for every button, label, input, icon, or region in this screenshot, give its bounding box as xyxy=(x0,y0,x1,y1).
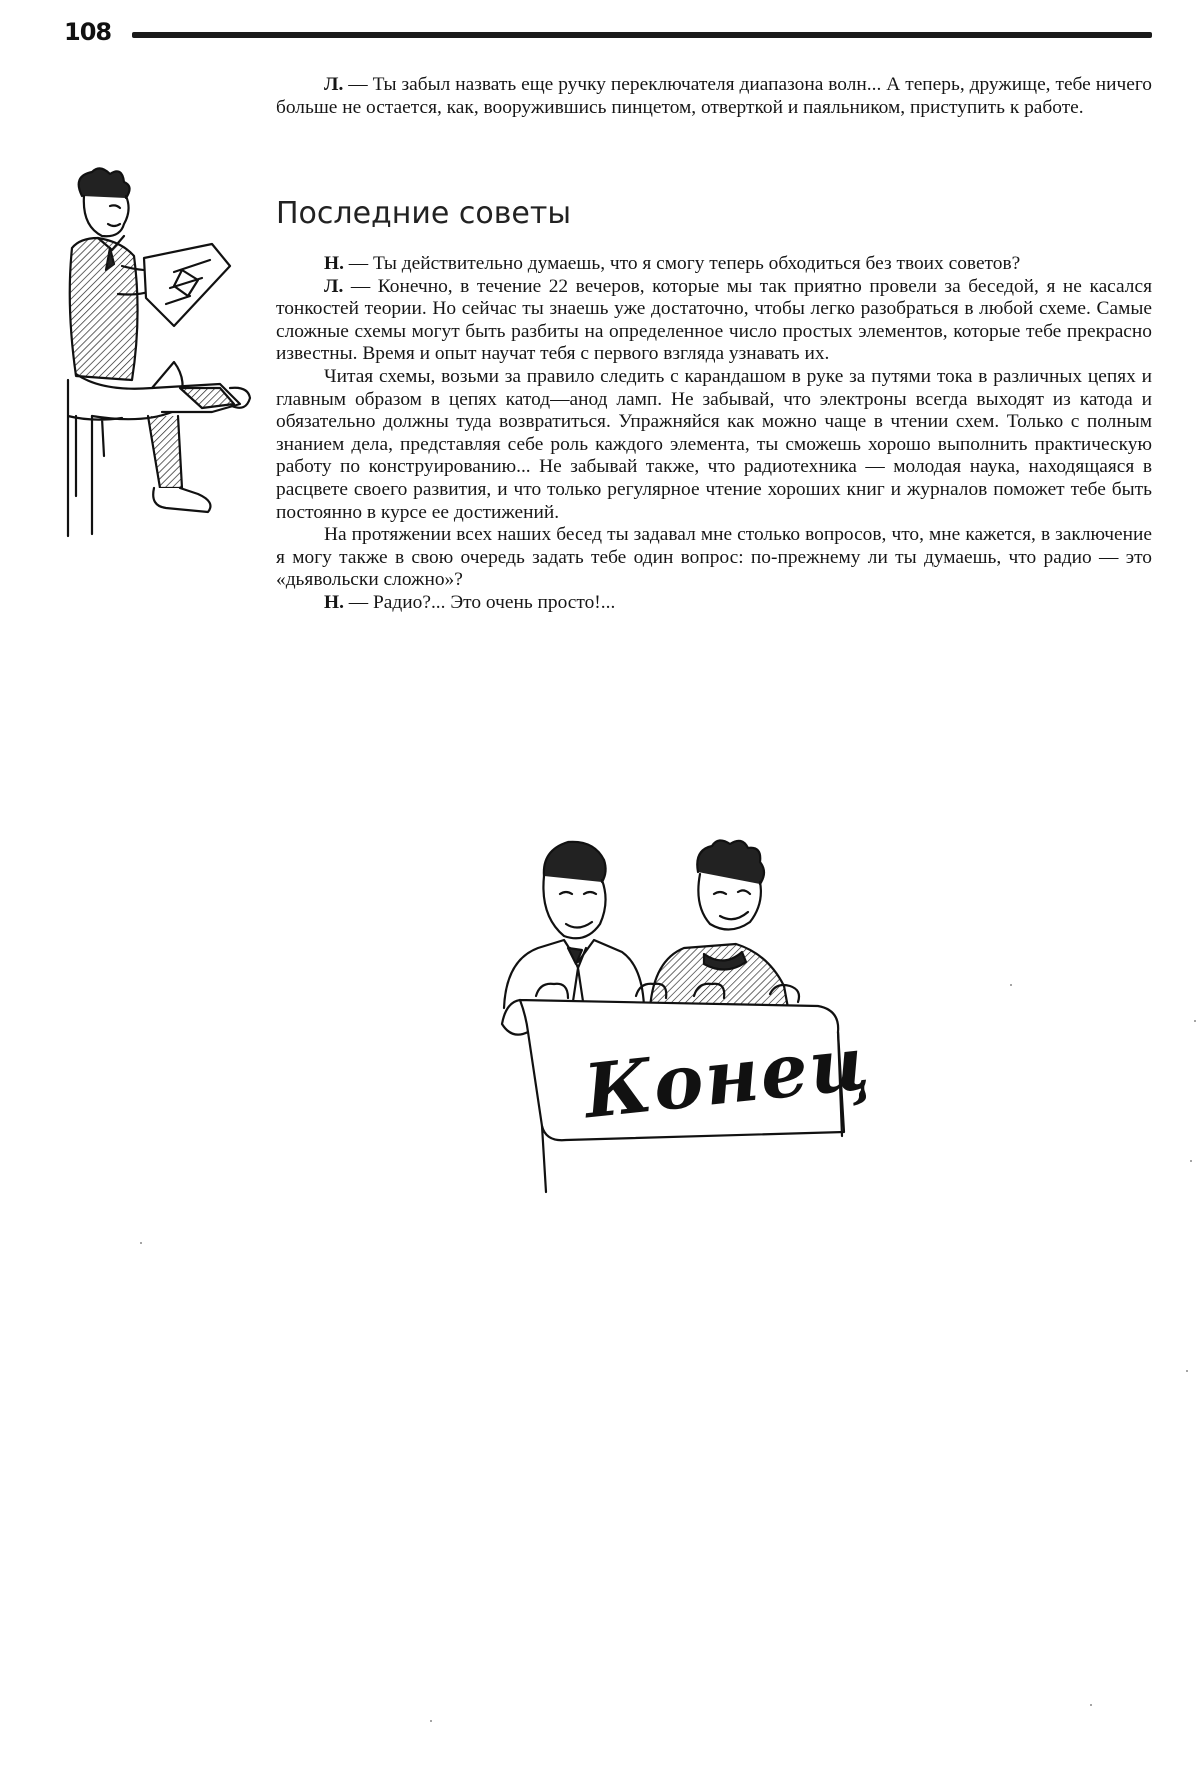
section-title: Последние советы xyxy=(276,196,572,231)
paragraph-text: Читая схемы, возьми за правило следить с карандашом в руке за путями тока в различных цепях и главным образом в цепях катод—анод ламп. Не забывай, что электроны всегда выходят из катода и обязательно должны туда возвратиться. Упражняйся как можно чаще в чтении схем. Только с полным знанием дела, представляя себе роль каждого элемента, ты сможешь хорошо выполнить практическую работу по конструированию... Не забывай также, что радиотехника — молодая наука, находящаяся в расцвете своего развития, и что только регулярное чтение хороших книг и журналов поможет тебе быть постоянно в курсе ее достижений. xyxy=(276,365,1152,523)
dialogue-paragraph xyxy=(276,592,1152,615)
intro-paragraph xyxy=(276,74,1152,119)
speaker-label: Л. xyxy=(324,275,344,297)
speaker-label: Л. xyxy=(324,74,344,95)
scan-speck xyxy=(1190,1160,1192,1162)
intro-text xyxy=(276,74,1152,119)
paragraph-text: — Радио?... Это очень просто!... xyxy=(343,591,616,613)
dialogue-paragraph xyxy=(276,366,1152,524)
intro-line: — Ты забыл назвать еще ручку переключателя диапазона волн... А теперь, дружище, тебе ничего больше не остается, как, вооружившись пинцетом, отверткой и паяльником, приступить к работе. xyxy=(276,74,1152,118)
section-body xyxy=(276,253,1152,615)
page-number: 108 xyxy=(64,18,112,46)
scan-speck xyxy=(1010,984,1012,986)
scan-speck xyxy=(1186,1370,1188,1372)
scan-speck xyxy=(1090,1704,1092,1706)
scan-speck xyxy=(1194,1020,1196,1022)
paragraph-text: — Конечно, в течение 22 вечеров, которые мы так приятно провели за беседой, я не касался тонкостей теории. Но сейчас ты знаешь уже достаточно, чтобы легко разобраться в любой схеме. Самые сложные схемы могут быть разбиты на определенное число простых элементов, которые тебе прекрасно известны. Время и опыт научат тебя с первого взгляда узнавать их. xyxy=(276,275,1152,365)
speaker-label: Н. xyxy=(324,253,344,274)
paragraph-text: — Ты действительно думаешь, что я смогу теперь обходиться без твоих советов? xyxy=(343,253,1021,274)
banner-text: Конец xyxy=(580,1019,875,1136)
paragraph-text: На протяжении всех наших бесед ты задавал мне столько вопросов, что, мне кажется, в заключение я могу также в свою очередь задать тебе один вопрос: по-прежнему ли ты думаешь, что радио — это «дьявольски сложно»? xyxy=(276,524,1152,591)
boy-reading-book-illustration xyxy=(62,166,262,540)
two-boys-holding-banner-illustration xyxy=(498,836,918,1196)
scan-speck xyxy=(140,1242,142,1244)
dialogue-paragraph xyxy=(276,524,1152,592)
banner-drawing xyxy=(498,836,918,1196)
speaker-label: Н. xyxy=(324,591,344,613)
dialogue-paragraph xyxy=(276,276,1152,366)
dialogue-paragraph xyxy=(276,253,1152,276)
header-rule xyxy=(132,32,1152,38)
scan-speck xyxy=(430,1720,432,1722)
